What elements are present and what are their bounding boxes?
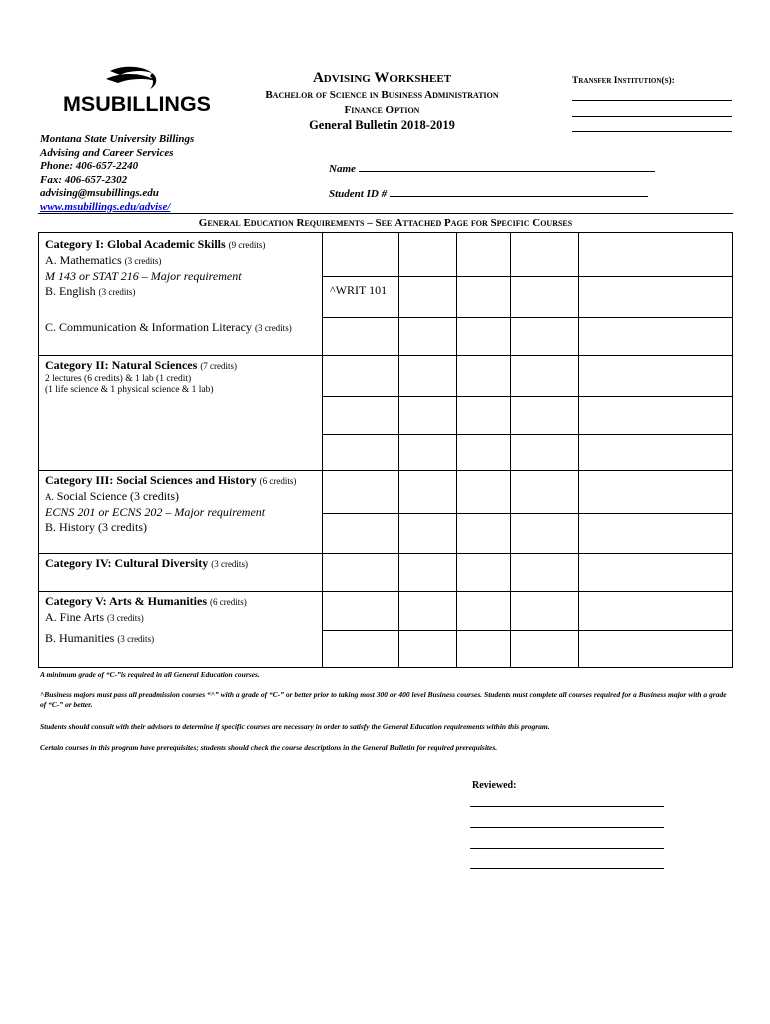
name-row — [329, 161, 655, 175]
category-3a-label: Social Science (3 credits) — [56, 489, 180, 503]
category-5b-credits: (3 credits) — [117, 634, 155, 644]
note-consult-advisors: Students should consult with their advisors to determine if specific courses are necessary in order to satisfy the General Education requirements within this program. — [40, 722, 550, 731]
category-4-block — [45, 556, 321, 572]
category-5a-label: A. Fine Arts — [45, 610, 105, 624]
student-id-row — [329, 186, 648, 200]
category-5b-label: B. Humanities — [45, 631, 115, 645]
category-4-credits: (3 credits) — [211, 559, 248, 569]
msu-billings-logo — [60, 63, 215, 119]
grid-section-line — [39, 553, 732, 554]
writ-101-course: ^WRIT 101 — [330, 283, 388, 297]
category-2-title: Category II: Natural Sciences — [45, 358, 198, 372]
category-5-title: Category V: Arts & Humanities — [45, 594, 207, 608]
category-5a-credits: (3 credits) — [107, 613, 144, 623]
student-id-label: Student ID # — [329, 188, 388, 200]
name-label: Name — [329, 163, 356, 175]
grid-row-line — [322, 276, 732, 277]
bulletin-year: General Bulletin 2018-2019 — [309, 118, 455, 132]
contact-phone: Phone: 406-657-2240 — [40, 160, 139, 172]
reviewed-line-1[interactable] — [470, 806, 664, 807]
category-5b-block — [45, 631, 321, 647]
category-1b-label: B. English — [45, 284, 96, 298]
category-3a-note: ECNS 201 or ECNS 202 – Major requirement — [45, 505, 266, 519]
category-1a-credits: (3 credits) — [124, 256, 162, 266]
category-1c-label: C. Communication & Information Literacy — [45, 320, 252, 334]
category-1-credits: (9 credits) — [228, 240, 266, 250]
grid-col-divider-3 — [456, 233, 457, 667]
category-1-block — [45, 237, 321, 300]
grid-section-line — [39, 355, 732, 356]
category-5-block — [45, 594, 321, 626]
category-3b-label: B. History (3 credits) — [45, 520, 147, 534]
category-1-title: Category I: Global Academic Skills — [45, 237, 226, 251]
option-title: Finance Option — [344, 104, 420, 116]
grid-row-line — [322, 434, 732, 435]
category-1b-credits: (3 credits) — [98, 287, 136, 297]
grid-col-divider-1 — [322, 233, 323, 667]
transfer-line-1[interactable] — [572, 100, 732, 101]
top-divider — [38, 213, 733, 214]
logo-wordmark: MSUBILLINGS — [63, 93, 211, 116]
category-1c-block — [45, 320, 321, 336]
category-5-credits: (6 credits) — [210, 597, 247, 607]
grid-col-divider-4 — [510, 233, 511, 667]
contact-department: Advising and Career Services — [40, 146, 174, 159]
requirements-grid — [38, 232, 733, 668]
transfer-line-2[interactable] — [572, 116, 732, 117]
contact-website-link[interactable]: www.msubillings.edu/advise/ — [40, 200, 171, 213]
contact-fax: Fax: 406-657-2302 — [40, 173, 128, 186]
reviewed-label: Reviewed: — [472, 780, 517, 791]
student-id-field[interactable] — [390, 186, 648, 197]
transfer-line-3[interactable] — [572, 131, 732, 132]
grid-row-line — [322, 396, 732, 397]
category-3-credits: (6 credits) — [259, 476, 297, 486]
category-2-block — [45, 358, 321, 396]
category-3a-prefix: A. — [45, 492, 54, 502]
category-2-credits: (7 credits) — [200, 361, 238, 371]
note-prerequisites: Certain courses in this program have prerequisites; students should check the course descriptions in the General Bulletin for required prerequisites. — [40, 743, 498, 752]
category-1a-label: A. Mathematics — [45, 253, 122, 267]
reviewed-line-3[interactable] — [470, 848, 664, 849]
grid-row-line — [322, 513, 732, 514]
category-3-block — [45, 473, 321, 535]
worksheet-title: Advising Worksheet — [312, 70, 452, 86]
category-2-line-2: (1 life science & 1 physical science & 1 lab) — [45, 385, 214, 395]
contact-email: advising@msubillings.edu — [40, 187, 159, 199]
note-minimum-grade: A minimum grade of “C-”is required in all General Education courses. — [40, 670, 260, 679]
note-business-majors: ^Business majors must pass all preadmission courses “^” with a grade of “C-” or better prior to taking most 300 or 400 level Business courses. Students must complete all courses required for a Business major with a grade of “C-” or better. — [40, 690, 727, 709]
degree-title: Bachelor of Science in Business Administration — [265, 89, 499, 101]
grid-col-divider-2 — [398, 233, 399, 667]
grid-section-line — [39, 470, 732, 471]
contact-university: Montana State University Billings — [40, 133, 195, 145]
grid-section-line — [39, 591, 732, 592]
contact-block — [40, 133, 194, 214]
category-2-line-1: 2 lectures (6 credits) & 1 lab (1 credit) — [45, 374, 192, 384]
gen-ed-heading: General Education Requirements – See Attached Page for Specific Courses — [198, 217, 573, 229]
reviewed-line-4[interactable] — [470, 868, 664, 869]
category-3-title: Category III: Social Sciences and History — [45, 473, 257, 487]
grid-col-divider-5 — [578, 233, 579, 667]
category-1a-note: M 143 or STAT 216 – Major requirement — [45, 269, 242, 283]
grid-row-line — [322, 630, 732, 631]
grid-row-line — [322, 317, 732, 318]
category-1c-credits: (3 credits) — [254, 323, 292, 333]
name-field[interactable] — [359, 161, 655, 172]
reviewed-line-2[interactable] — [470, 827, 664, 828]
transfer-institutions-label: Transfer Institution(s): — [572, 76, 675, 86]
category-4-title: Category IV: Cultural Diversity — [45, 556, 209, 570]
